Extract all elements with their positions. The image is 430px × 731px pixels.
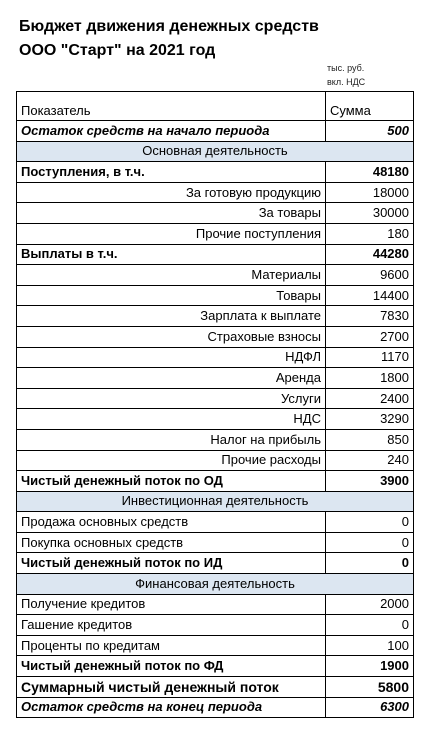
row-value: 3900 <box>326 471 414 492</box>
table-row <box>17 615 414 636</box>
row-value: 2400 <box>326 388 414 409</box>
table-row <box>17 306 414 327</box>
total-net-flow-row <box>17 677 414 698</box>
table-row <box>17 326 414 347</box>
header-row <box>17 92 414 121</box>
row-label: Гашение кредитов <box>17 615 326 636</box>
row-label: Чистый денежный поток по ФД <box>17 656 326 677</box>
net-financing-row <box>17 656 414 677</box>
row-label: Аренда <box>17 368 326 389</box>
row-value: 5800 <box>326 677 414 698</box>
row-label: Суммарный чистый денежный поток <box>17 677 326 698</box>
row-value: 850 <box>326 429 414 450</box>
row-value: 2000 <box>326 594 414 615</box>
row-value: 0 <box>326 615 414 636</box>
section-financing: Финансовая деятельность <box>17 574 414 595</box>
header-label: Показатель <box>17 92 326 121</box>
row-label: Проценты по кредитам <box>17 635 326 656</box>
table-row <box>17 223 414 244</box>
section-operating: Основная деятельность <box>17 141 414 162</box>
closing-balance-row <box>17 697 414 718</box>
table-row <box>17 388 414 409</box>
row-value: 30000 <box>326 203 414 224</box>
table-row <box>17 532 414 553</box>
row-label: Покупка основных средств <box>17 532 326 553</box>
section-row <box>17 141 414 162</box>
row-label: За готовую продукцию <box>17 182 326 203</box>
row-value: 7830 <box>326 306 414 327</box>
row-label: Получение кредитов <box>17 594 326 615</box>
row-value: 500 <box>326 121 414 142</box>
section-investing: Инвестиционная деятельность <box>17 491 414 512</box>
section-row <box>17 574 414 595</box>
row-value: 14400 <box>326 285 414 306</box>
table-row <box>17 182 414 203</box>
row-label: Зарплата к выплате <box>17 306 326 327</box>
row-label: Продажа основных средств <box>17 512 326 533</box>
row-value: 1900 <box>326 656 414 677</box>
row-value: 18000 <box>326 182 414 203</box>
row-value: 9600 <box>326 265 414 286</box>
row-label: Чистый денежный поток по ИД <box>17 553 326 574</box>
report-subtitle: ООО "Старт" на 2021 год <box>19 42 216 59</box>
table-row <box>17 285 414 306</box>
row-label: НДФЛ <box>17 347 326 368</box>
table-row <box>17 594 414 615</box>
table-row <box>17 635 414 656</box>
row-value: 3290 <box>326 409 414 430</box>
row-value: 0 <box>326 553 414 574</box>
row-value: 180 <box>326 223 414 244</box>
row-label: Прочие поступления <box>17 223 326 244</box>
row-value: 1170 <box>326 347 414 368</box>
row-label: Налог на прибыль <box>17 429 326 450</box>
table-row <box>17 512 414 533</box>
row-value: 0 <box>326 512 414 533</box>
row-value: 48180 <box>326 162 414 183</box>
row-label: Выплаты в т.ч. <box>17 244 326 265</box>
row-value: 6300 <box>326 697 414 718</box>
row-label: Чистый денежный поток по ОД <box>17 471 326 492</box>
table-row <box>17 429 414 450</box>
table-row <box>17 368 414 389</box>
net-operating-row <box>17 471 414 492</box>
row-value: 44280 <box>326 244 414 265</box>
payments-row <box>17 244 414 265</box>
table-row <box>17 203 414 224</box>
row-value: 2700 <box>326 326 414 347</box>
row-label: Материалы <box>17 265 326 286</box>
receipts-row <box>17 162 414 183</box>
row-value: 1800 <box>326 368 414 389</box>
unit-note: тыс. руб. <box>327 63 365 73</box>
row-label: Остаток средств на начало периода <box>17 121 326 142</box>
row-value: 240 <box>326 450 414 471</box>
row-value: 100 <box>326 635 414 656</box>
cashflow-table <box>16 91 414 718</box>
header-value: Сумма <box>326 92 414 121</box>
table-row <box>17 265 414 286</box>
vat-note: вкл. НДС <box>327 77 366 87</box>
table-row <box>17 450 414 471</box>
section-row <box>17 491 414 512</box>
table-row <box>17 347 414 368</box>
row-label: Страховые взносы <box>17 326 326 347</box>
net-investing-row <box>17 553 414 574</box>
row-label: НДС <box>17 409 326 430</box>
row-value: 0 <box>326 532 414 553</box>
row-label: Остаток средств на конец периода <box>17 697 326 718</box>
row-label: Поступления, в т.ч. <box>17 162 326 183</box>
row-label: Товары <box>17 285 326 306</box>
opening-balance-row <box>17 121 414 142</box>
report-title: Бюджет движения денежных средств <box>19 18 319 35</box>
table-row <box>17 409 414 430</box>
row-label: Услуги <box>17 388 326 409</box>
row-label: Прочие расходы <box>17 450 326 471</box>
row-label: За товары <box>17 203 326 224</box>
